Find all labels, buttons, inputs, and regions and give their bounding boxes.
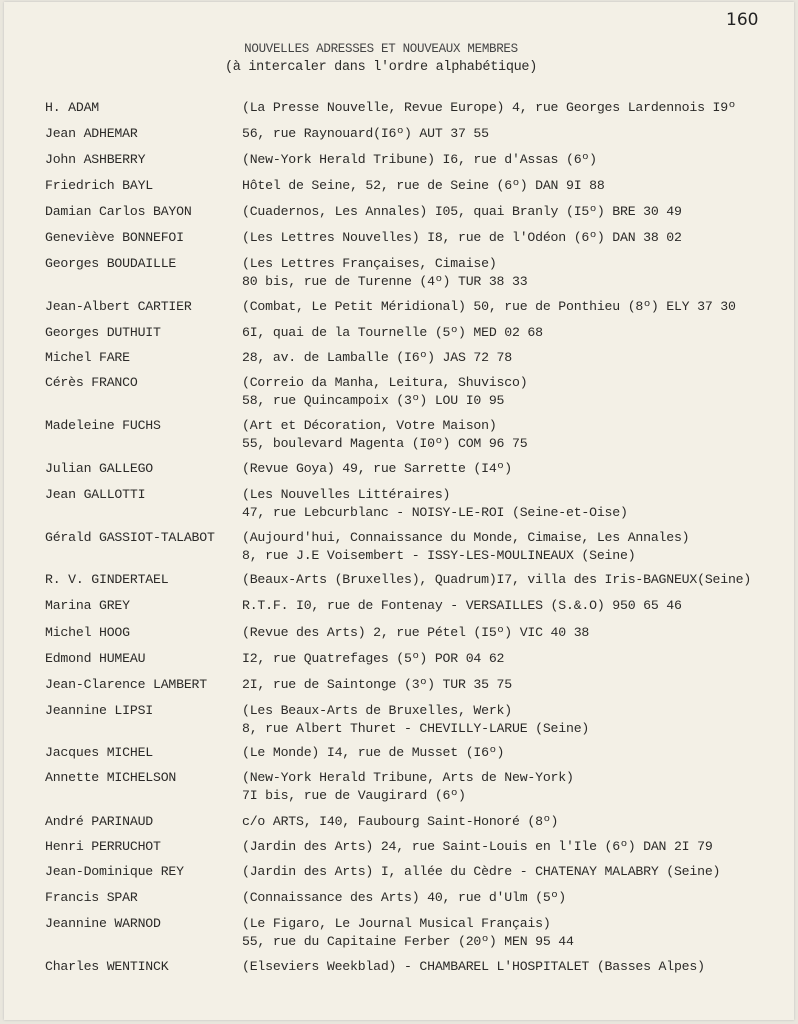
- member-name: Geneviève BONNEFOI: [45, 230, 184, 245]
- address-line: (Jardin des Arts) 24, rue Saint-Louis en l'Ile (6º) DAN 2I 79: [242, 839, 713, 854]
- member-name: John ASHBERRY: [45, 152, 146, 167]
- member-address: [242, 203, 682, 221]
- member-address: [242, 229, 682, 247]
- address-line: 6I, quai de la Tournelle (5º) MED 02 68: [242, 325, 543, 340]
- member-name: Jean-Albert CARTIER: [45, 299, 192, 314]
- address-line: 2I, rue de Saintonge (3º) TUR 35 75: [242, 677, 512, 692]
- address-line: 80 bis, rue de Turenne (4º) TUR 38 33: [242, 274, 528, 289]
- address-line: 58, rue Quincampoix (3º) LOU I0 95: [242, 393, 505, 408]
- member-name: André PARINAUD: [45, 814, 153, 829]
- address-line: c/o ARTS, I40, Faubourg Saint-Honoré (8º): [242, 814, 559, 829]
- member-address: [242, 99, 736, 117]
- document-title: NOUVELLES ADRESSES ET NOUVEAUX MEMBRES: [244, 42, 518, 56]
- address-line: (New-York Herald Tribune) I6, rue d'Assas (6º): [242, 152, 597, 167]
- member-address: [242, 744, 504, 762]
- address-line: 7I bis, rue de Vaugirard (6º): [242, 788, 466, 803]
- member-address: [242, 813, 558, 831]
- address-line: I2, rue Quatrefages (5º) POR 04 62: [242, 651, 505, 666]
- address-line: 8, rue J.E Voisembert - ISSY-LES-MOULINEAUX (Seine): [242, 548, 636, 563]
- member-name: Charles WENTINCK: [45, 959, 169, 974]
- member-name: Georges BOUDAILLE: [45, 256, 177, 271]
- document-page: [4, 2, 794, 1020]
- member-address: [242, 298, 736, 316]
- address-line: (Cuadernos, Les Annales) I05, quai Branly (I5º) BRE 30 49: [242, 204, 682, 219]
- member-address: [242, 769, 574, 805]
- member-address: [242, 349, 512, 367]
- address-line: (Jardin des Arts) I, allée du Cèdre - CHATENAY MALABRY (Seine): [242, 864, 721, 879]
- member-address: [242, 529, 689, 565]
- address-line: (Beaux-Arts (Bruxelles), Quadrum)I7, villa des Iris-BAGNEUX(Seine): [242, 572, 752, 587]
- member-name: Michel HOOG: [45, 625, 130, 640]
- member-name: Jean GALLOTTI: [45, 487, 146, 502]
- member-name: Jean-Clarence LAMBERT: [45, 677, 207, 692]
- address-line: (La Presse Nouvelle, Revue Europe) 4, rue Georges Lardennois I9º: [242, 100, 736, 115]
- member-name: Edmond HUMEAU: [45, 651, 146, 666]
- member-name: Georges DUTHUIT: [45, 325, 161, 340]
- member-address: [242, 676, 512, 694]
- member-name: Jeannine WARNOD: [45, 916, 161, 931]
- member-address: [242, 417, 527, 453]
- member-name: Jean-Dominique REY: [45, 864, 184, 879]
- address-line: (Les Beaux-Arts de Bruxelles, Werk): [242, 703, 512, 718]
- member-name: Gérald GASSIOT-TALABOT: [45, 530, 215, 545]
- member-address: [242, 597, 682, 615]
- address-line: (Combat, Le Petit Méridional) 50, rue de Ponthieu (8º) ELY 37 30: [242, 299, 736, 314]
- member-address: [242, 889, 566, 907]
- address-line: 55, rue du Capitaine Ferber (20º) MEN 95 44: [242, 934, 574, 949]
- address-line: (Le Figaro, Le Journal Musical Français): [242, 916, 551, 931]
- address-line: (Revue des Arts) 2, rue Pétel (I5º) VIC 40 38: [242, 625, 590, 640]
- address-line: 8, rue Albert Thuret - CHEVILLY-LARUE (Seine): [242, 721, 590, 736]
- member-name: R. V. GINDERTAEL: [45, 572, 169, 587]
- address-line: (Art et Décoration, Votre Maison): [242, 418, 497, 433]
- member-name: Annette MICHELSON: [45, 770, 177, 785]
- address-line: (Les Nouvelles Littéraires): [242, 487, 451, 502]
- member-address: [242, 374, 527, 410]
- member-address: [242, 571, 751, 589]
- address-line: (Revue Goya) 49, rue Sarrette (I4º): [242, 461, 512, 476]
- member-address: [242, 125, 489, 143]
- member-name: H. ADAM: [45, 100, 99, 115]
- address-line: (Les Lettres Françaises, Cimaise): [242, 256, 497, 271]
- member-address: [242, 863, 720, 881]
- address-line: R.T.F. I0, rue de Fontenay - VERSAILLES (S.&.O) 950 65 46: [242, 598, 682, 613]
- member-address: [242, 838, 713, 856]
- address-line: (Aujourd'hui, Connaissance du Monde, Cimaise, Les Annales): [242, 530, 690, 545]
- address-line: 47, rue Lebcurblanc - NOISY-LE-ROI (Seine-et-Oise): [242, 505, 628, 520]
- member-address: [242, 702, 589, 738]
- address-line: (Elseviers Weekblad) - CHAMBAREL L'HOSPITALET (Basses Alpes): [242, 959, 705, 974]
- member-address: [242, 460, 512, 478]
- document-subtitle: (à intercaler dans l'ordre alphabétique): [224, 60, 538, 75]
- member-address: [242, 324, 543, 342]
- member-name: Damian Carlos BAYON: [45, 204, 192, 219]
- address-line: Hôtel de Seine, 52, rue de Seine (6º) DAN 9I 88: [242, 178, 605, 193]
- member-name: Henri PERRUCHOT: [45, 839, 161, 854]
- address-line: 28, av. de Lamballe (I6º) JAS 72 78: [242, 350, 512, 365]
- member-name: Friedrich BAYL: [45, 178, 153, 193]
- member-name: Cérès FRANCO: [45, 375, 138, 390]
- member-address: [242, 255, 527, 291]
- address-line: (Connaissance des Arts) 40, rue d'Ulm (5º): [242, 890, 566, 905]
- address-line: (New-York Herald Tribune, Arts de New-York): [242, 770, 574, 785]
- page-number: 160: [726, 10, 759, 30]
- address-line: (Le Monde) I4, rue de Musset (I6º): [242, 745, 505, 760]
- member-name: Jeannine LIPSI: [45, 703, 153, 718]
- member-name: Julian GALLEGO: [45, 461, 153, 476]
- member-name: Marina GREY: [45, 598, 130, 613]
- member-address: [242, 486, 628, 522]
- member-address: [242, 624, 589, 642]
- member-name: Jean ADHEMAR: [45, 126, 138, 141]
- address-line: 55, boulevard Magenta (I0º) COM 96 75: [242, 436, 528, 451]
- address-line: (Correio da Manha, Leitura, Shuvisco): [242, 375, 528, 390]
- member-name: Francis SPAR: [45, 890, 138, 905]
- member-name: Michel FARE: [45, 350, 130, 365]
- member-address: [242, 151, 597, 169]
- member-name: Madeleine FUCHS: [45, 418, 161, 433]
- address-line: (Les Lettres Nouvelles) I8, rue de l'Odéon (6º) DAN 38 02: [242, 230, 682, 245]
- member-address: [242, 177, 605, 195]
- member-address: [242, 958, 705, 976]
- member-address: [242, 650, 504, 668]
- member-address: [242, 915, 574, 951]
- address-line: 56, rue Raynouard(I6º) AUT 37 55: [242, 126, 489, 141]
- member-name: Jacques MICHEL: [45, 745, 153, 760]
